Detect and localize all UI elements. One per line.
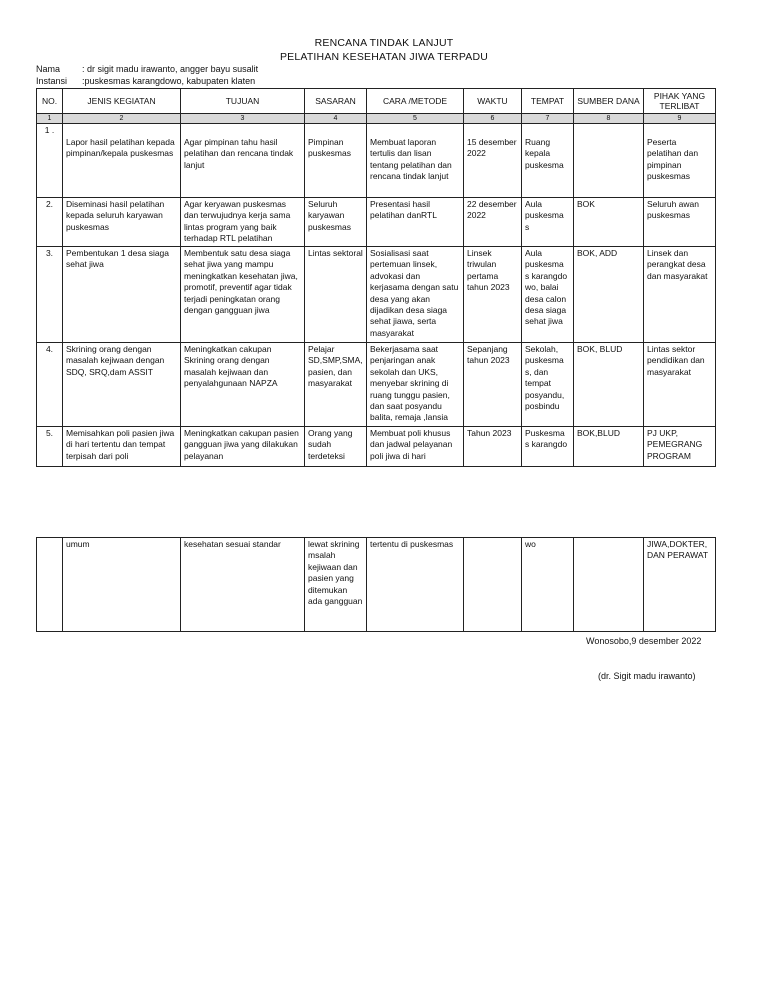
cell-kegiatan: umum <box>63 538 181 632</box>
cell-waktu: Sepanjang tahun 2023 <box>464 343 522 427</box>
table-row <box>37 247 716 343</box>
col-header-tempat: TEMPAT <box>522 89 574 114</box>
cell-dana: BOK, ADD <box>574 247 644 343</box>
col-header-waktu: WAKTU <box>464 89 522 114</box>
cell-no <box>37 538 63 632</box>
document-subtitle: PELATIHAN KESEHATAN JIWA TERPADU <box>279 51 489 63</box>
cell-tempat <box>522 124 574 198</box>
cell-tujuan <box>181 124 305 198</box>
cell-pihak: PJ UKP, PEMEGRANG PROGRAM <box>644 427 716 467</box>
cell-pihak: JIWA,DOKTER, DAN PERAWAT <box>644 538 716 632</box>
rtl-table-continuation <box>36 537 716 632</box>
col-number: 9 <box>644 114 716 124</box>
nama-value: : dr sigit madu irawanto, angger bayu susalit <box>82 64 259 74</box>
cell-no: 3. <box>37 247 63 343</box>
nama-label: Nama <box>36 64 61 74</box>
instansi-label: Instansi <box>36 76 68 86</box>
table-header-row <box>37 89 716 114</box>
col-header-metode: CARA /METODE <box>367 89 464 114</box>
cell-metode-text: Membuat laporan tertulis dan lisan tentang pelatihan dan rencana tindak lanjut <box>370 137 452 182</box>
cell-pihak-text: Peserta pelatihan dan pimpinan puskesmas <box>647 137 699 182</box>
cell-waktu <box>464 538 522 632</box>
col-header-dana: SUMBER DANA <box>574 89 644 114</box>
document-title: RENCANA TINDAK LANJUT <box>314 37 454 49</box>
cell-pihak: Seluruh awan puskesmas <box>644 198 716 247</box>
table-row <box>37 343 716 427</box>
cell-tempat: Aula puskesma s karangdo wo, balai desa calon desa siaga sehat jiwa <box>522 247 574 343</box>
cell-no: 1 . <box>37 124 63 198</box>
cell-sasaran: Orang yang sudah terdeteksi <box>305 427 367 467</box>
cell-waktu: 22 desember 2022 <box>464 198 522 247</box>
cell-waktu <box>464 124 522 198</box>
col-number: 2 <box>63 114 181 124</box>
col-number: 3 <box>181 114 305 124</box>
cell-tujuan-text: Agar pimpinan tahu hasil pelatihan dan rencana tindak lanjut <box>184 137 294 170</box>
place-date: Wonosobo,9 desember 2022 <box>586 636 702 646</box>
cell-waktu: Tahun 2023 <box>464 427 522 467</box>
col-header-kegiatan: JENIS KEGIATAN <box>63 89 181 114</box>
cell-sasaran: Pelajar SD,SMP,SMA, pasien, dan masyarakat <box>305 343 367 427</box>
cell-tempat: Puskesma s karangdo <box>522 427 574 467</box>
table-row <box>37 124 716 198</box>
column-number-row <box>37 114 716 124</box>
col-number: 8 <box>574 114 644 124</box>
cell-tempat: Aula puskesma s <box>522 198 574 247</box>
cell-dana: BOK <box>574 198 644 247</box>
cell-pihak: Lintas sektor pendidikan dan masyarakat <box>644 343 716 427</box>
cell-kegiatan: Pembentukan 1 desa siaga sehat jiwa <box>63 247 181 343</box>
cell-metode <box>367 124 464 198</box>
cell-metode: Sosialisasi saat pertemuan linsek, advokasi dan kerjasama dengan satu desa yang akan dijadikan desa siaga sehat jiawa, serta masyarakat <box>367 247 464 343</box>
col-number: 1 <box>37 114 63 124</box>
cell-tempat: Sekolah, puskesma s, dan tempat posyandu, posbindu <box>522 343 574 427</box>
cell-pihak: Linsek dan perangkat desa dan masyarakat <box>644 247 716 343</box>
cell-sasaran <box>305 124 367 198</box>
col-number: 4 <box>305 114 367 124</box>
cell-tempat: wo <box>522 538 574 632</box>
col-header-pihak: PIHAK YANG TERLIBAT <box>644 89 716 114</box>
cell-sasaran-text: Pimpinan puskesmas <box>308 137 351 159</box>
meta-instansi <box>36 76 255 86</box>
cell-sasaran: Seluruh karyawan puskesmas <box>305 198 367 247</box>
table-row <box>37 198 716 247</box>
instansi-value: :puskesmas karangdowo, kabupaten klaten <box>82 76 256 86</box>
cell-tujuan: Meningkatkan cakupan pasien gangguan jiwa yang dilakukan pelayanan <box>181 427 305 467</box>
cell-tujuan: Membentuk satu desa siaga sehat jiwa yang mampu meningkatkan kesehatan jiwa, promotif, preventif agar tidak terjadi peningkatan orang dengan gangguan jiwa <box>181 247 305 343</box>
cell-tujuan: Agar keryawan puskesmas dan terwujudnya kerja sama lintas program yang baik terhadap RTL pelatihan <box>181 198 305 247</box>
cell-kegiatan-text: Lapor hasil pelatihan kepada pimpinan/kepala puskesmas <box>66 137 175 159</box>
col-header-tujuan: TUJUAN <box>181 89 305 114</box>
cell-no: 5. <box>37 427 63 467</box>
cell-metode: Bekerjasama saat penjaringan anak sekolah dan UKS, menyebar skrining di ruang tunggu pasien, dan saat posyandu balita, remaja ,lansia <box>367 343 464 427</box>
cell-no: 2. <box>37 198 63 247</box>
col-number: 7 <box>522 114 574 124</box>
cell-kegiatan: Memisahkan poli pasien jiwa di hari tertentu dan tempat terpisah dari poli <box>63 427 181 467</box>
cell-dana: BOK, BLUD <box>574 343 644 427</box>
cell-kegiatan: Skrining orang dengan masalah kejiwaan dengan SDQ, SRQ,dam ASSIT <box>63 343 181 427</box>
cell-dana: BOK,BLUD <box>574 427 644 467</box>
cell-waktu-text: 15 desember 2022 <box>467 137 517 159</box>
signature-name: (dr. Sigit madu irawanto) <box>598 671 696 681</box>
col-header-sasaran: SASARAN <box>305 89 367 114</box>
col-number: 6 <box>464 114 522 124</box>
cell-tujuan: kesehatan sesuai standar <box>181 538 305 632</box>
cell-metode: Membuat poli khusus dan jadwal pelayanan poli jiwa di hari <box>367 427 464 467</box>
cell-no: 4. <box>37 343 63 427</box>
cell-waktu: Linsek triwulan pertama tahun 2023 <box>464 247 522 343</box>
cell-tempat-text: Ruang kepala puskesma <box>525 137 564 170</box>
cell-metode: Presentasi hasil pelatihan danRTL <box>367 198 464 247</box>
cell-dana <box>574 124 644 198</box>
col-header-no: NO. <box>37 89 63 114</box>
meta-nama <box>36 64 258 74</box>
cell-dana <box>574 538 644 632</box>
cell-kegiatan <box>63 124 181 198</box>
cell-kegiatan: Diseminasi hasil pelatihan kepada seluruh karyawan puskesmas <box>63 198 181 247</box>
cell-metode: tertentu di puskesmas <box>367 538 464 632</box>
col-number: 5 <box>367 114 464 124</box>
rtl-table <box>36 88 716 467</box>
cell-sasaran: Lintas sektoral <box>305 247 367 343</box>
table-row <box>37 427 716 467</box>
cell-pihak <box>644 124 716 198</box>
cell-sasaran: lewat skrining msalah kejiwaan dan pasien yang ditemukan ada gangguan <box>305 538 367 632</box>
cell-tujuan: Meningkatkan cakupan Skrining orang dengan masalah kejiwaan dan penyalahgunaan NAPZA <box>181 343 305 427</box>
table-row <box>37 538 716 632</box>
